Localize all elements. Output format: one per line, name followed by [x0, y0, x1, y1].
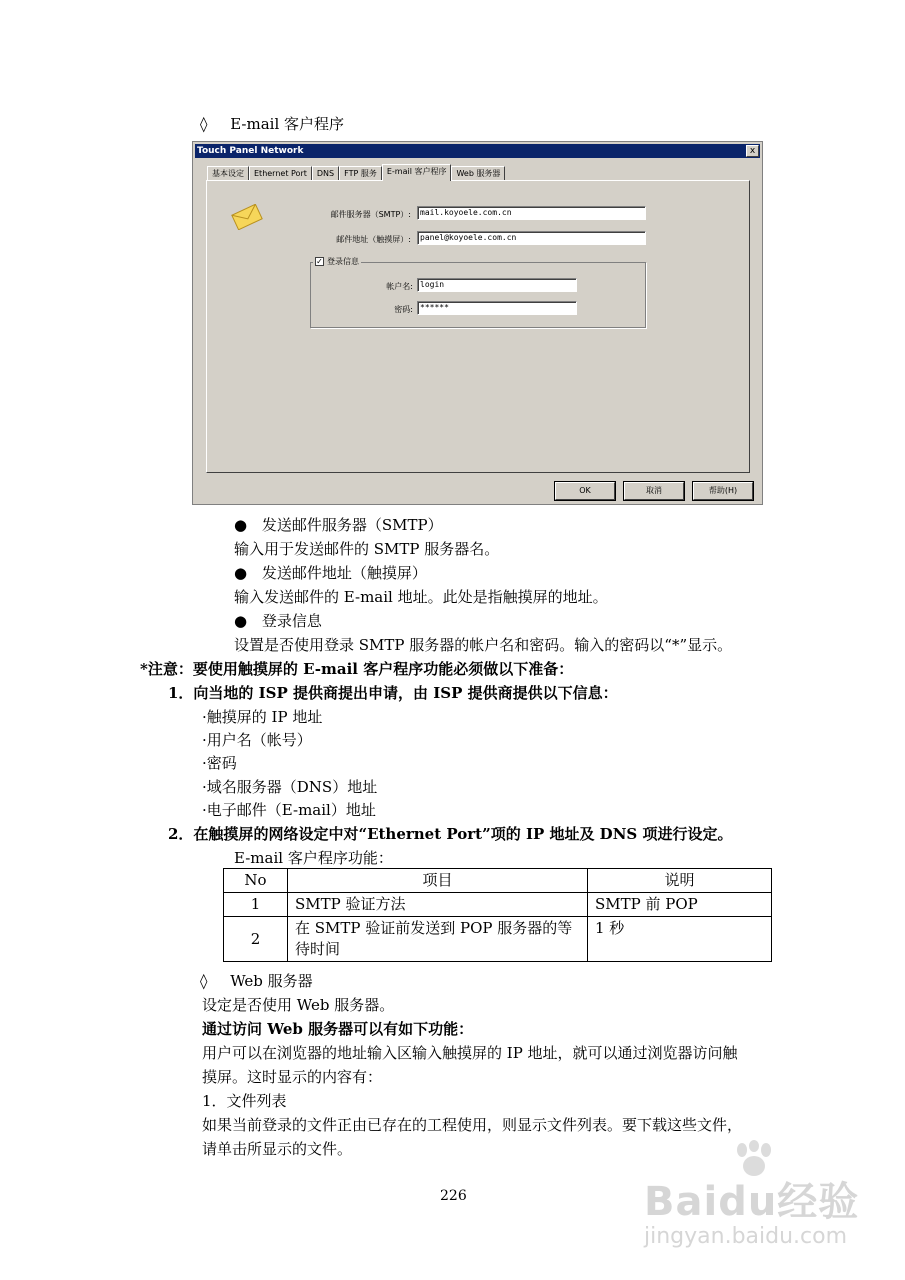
dialog-tabs [207, 165, 505, 181]
header-desc: 说明 [588, 869, 772, 893]
header-item: 项目 [288, 869, 588, 893]
watermark-brand: Baidu经验 [644, 1179, 860, 1225]
table-row [224, 893, 772, 917]
cell-desc: SMTP 前 POP [588, 893, 772, 917]
table-caption: E-mail 客户程序功能： [234, 849, 393, 867]
cell-item-line: 在 SMTP 验证前发送到 POP 服务器的等 [295, 919, 573, 937]
web-item1-line: 请单击所显示的文件。 [202, 1140, 353, 1158]
tab-email-client[interactable]: E-mail 客户程序 [382, 164, 452, 181]
bullet-title: 登录信息 [261, 612, 322, 630]
tab-web-server[interactable]: Web 服务器 [451, 166, 505, 181]
bullet-address [234, 562, 427, 583]
bullet-desc: 输入用于发送邮件的 SMTP 服务器名。 [234, 540, 500, 558]
smtp-label: 邮件服务器（SMTP）: [330, 210, 411, 219]
bullet-desc: 设置是否使用登录 SMTP 服务器的帐户名和密码。输入的密码以“*”显示。 [234, 636, 733, 654]
note-item: ·用户名（帐号） [202, 731, 312, 749]
smtp-server-input[interactable]: mail.koyoele.com.cn [417, 206, 646, 220]
cell-desc: 1 秒 [588, 917, 772, 962]
tab-ftp[interactable]: FTP 服务 [339, 166, 382, 181]
tab-basic[interactable]: 基本设定 [207, 166, 249, 181]
bullet-desc: 输入发送邮件的 E-mail 地址。此处是指触摸屏的地址。 [234, 588, 608, 606]
baidu-watermark [640, 1140, 870, 1260]
diamond-bullet: ◊ [200, 972, 208, 990]
bullet-title: 发送邮件地址（触摸屏） [261, 564, 427, 582]
web-para-line: 摸屏。这时显示的内容有： [202, 1068, 383, 1086]
web-heading-text: Web 服务器 [230, 972, 313, 990]
email-function-table [223, 868, 772, 962]
cell-item-line: 待时间 [295, 940, 341, 958]
web-heading [200, 970, 313, 991]
note-item: ·电子邮件（E-mail）地址 [202, 801, 376, 819]
cell-item: SMTP 验证方法 [288, 893, 588, 917]
watermark-url: jingyan.baidu.com [644, 1224, 848, 1249]
dialog-titlebar [195, 144, 760, 158]
tab-dns[interactable]: DNS [312, 166, 339, 181]
email-address-input[interactable]: panel@koyoele.com.cn [417, 231, 646, 245]
account-input[interactable]: login [417, 278, 577, 292]
login-info-legend [313, 256, 361, 267]
email-heading-text: E-mail 客户程序 [230, 115, 345, 133]
bullet-login [234, 610, 322, 631]
table-row [224, 917, 772, 962]
bullet-smtp [234, 514, 443, 535]
note-title: *注意：要使用触摸屏的 E-mail 客户程序功能必须做以下准备： [140, 660, 574, 678]
cell-no: 1 [224, 893, 288, 917]
web-line1: 设定是否使用 Web 服务器。 [202, 996, 395, 1014]
note-step2: 2．在触摸屏的网络设定中对“Ethernet Port”项的 IP 地址及 DNS 项进行设定。 [168, 825, 733, 843]
login-group-label: 登录信息 [327, 257, 359, 266]
note-item: ·域名服务器（DNS）地址 [202, 778, 378, 796]
web-para-line: 用户可以在浏览器的地址输入区输入触摸屏的 IP 地址，就可以通过浏览器访问触 [202, 1044, 738, 1062]
dialog-title: Touch Panel Network [197, 146, 304, 156]
cell-no: 2 [224, 917, 288, 962]
help-button[interactable]: 帮助(H) [693, 482, 753, 500]
diamond-bullet: ◊ [200, 115, 208, 133]
bullet-mark: ● [234, 612, 248, 630]
table-header-row [224, 869, 772, 893]
web-bold-line: 通过访问 Web 服务器可以有如下功能： [202, 1020, 474, 1038]
login-checkbox[interactable]: ✓ [316, 257, 323, 266]
email-address-label: 邮件地址（触摸屏）: [336, 235, 411, 244]
account-label: 帐户名: [386, 282, 413, 291]
header-no: No [224, 869, 288, 893]
login-info-group [310, 262, 646, 328]
cell-item [288, 917, 588, 962]
ok-button[interactable]: OK [555, 482, 615, 500]
cancel-button[interactable]: 取消 [624, 482, 684, 500]
password-input[interactable]: ****** [417, 301, 577, 315]
bullet-mark: ● [234, 564, 248, 582]
page-number: 226 [440, 1188, 467, 1204]
touch-panel-network-dialog [192, 141, 763, 505]
bullet-mark: ● [234, 516, 248, 534]
web-item1: 1．文件列表 [202, 1092, 287, 1110]
note-item: ·触摸屏的 IP 地址 [202, 708, 323, 726]
web-item1-line: 如果当前登录的文件正由已存在的工程使用，则显示文件列表。要下载这些文件， [202, 1116, 743, 1134]
close-icon[interactable]: x [746, 145, 759, 157]
note-step1: 1．向当地的 ISP 提供商提出申请，由 ISP 提供商提供以下信息： [168, 684, 618, 702]
email-heading [200, 113, 344, 134]
password-label: 密码: [394, 305, 413, 314]
note-item: ·密码 [202, 754, 237, 772]
bullet-title: 发送邮件服务器（SMTP） [261, 516, 443, 534]
tab-ethernet-port[interactable]: Ethernet Port [249, 166, 312, 181]
envelope-icon [231, 204, 263, 230]
